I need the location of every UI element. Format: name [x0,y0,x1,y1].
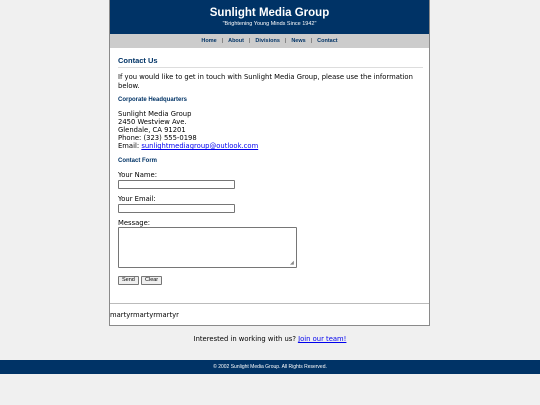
hq-address [118,110,258,150]
nav-separator: | [284,38,287,44]
message-textarea[interactable] [118,227,297,268]
contact-heading: Contact Us [118,56,423,68]
content-divider [110,303,429,304]
clear-button[interactable]: Clear [141,276,162,285]
site-header [110,0,429,34]
nav-separator: | [248,38,251,44]
inner-footer-text: martyrmartyrmartyr [110,311,179,319]
hq-email-link[interactable]: sunlightmediagroup@outlook.com [141,142,259,151]
nav-news[interactable]: News [291,38,306,44]
site-footer [0,360,540,374]
copyright-text: © 2002 Sunlight Media Group. All Rights Reserved. [213,364,327,370]
message-label: Message: [118,219,151,227]
hq-street: 2450 Westview Ave. [118,118,187,127]
nav-separator: | [221,38,224,44]
email-input[interactable] [118,204,235,213]
form-heading: Contact Form [118,158,157,164]
cta-text: Interested in working with us? [193,335,299,343]
send-button[interactable]: Send [118,276,139,285]
name-label: Your Name: [118,171,158,179]
hq-heading: Corporate Headquarters [118,97,188,103]
hq-email-line [118,142,258,150]
site-title: Sunlight Media Group [209,7,330,19]
main-nav [110,34,429,48]
hq-city: Glendale, CA 91201 [118,126,186,135]
join-team-link[interactable]: Join our team! [298,335,347,343]
nav-about[interactable]: About [228,38,244,44]
resize-grip-icon[interactable]: ◢ [290,260,294,266]
email-label: Your Email: [118,195,156,203]
page-container [109,0,430,326]
site-tagline: "Brightening Young Minds Since 1942" [222,21,317,27]
nav-contact[interactable]: Contact [317,38,338,44]
hq-company: Sunlight Media Group [118,110,192,118]
hq-phone: Phone: (323) 555-0198 [118,134,197,143]
nav-separator: | [310,38,313,44]
nav-divisions[interactable]: Divisions [255,38,280,44]
name-input[interactable] [118,180,235,189]
contact-intro: If you would like to get in touch with Sunlight Media Group, please use the information below. [118,73,413,90]
hq-email-label: Email: [118,142,142,151]
nav-home[interactable]: Home [201,38,217,44]
careers-cta [0,335,540,344]
